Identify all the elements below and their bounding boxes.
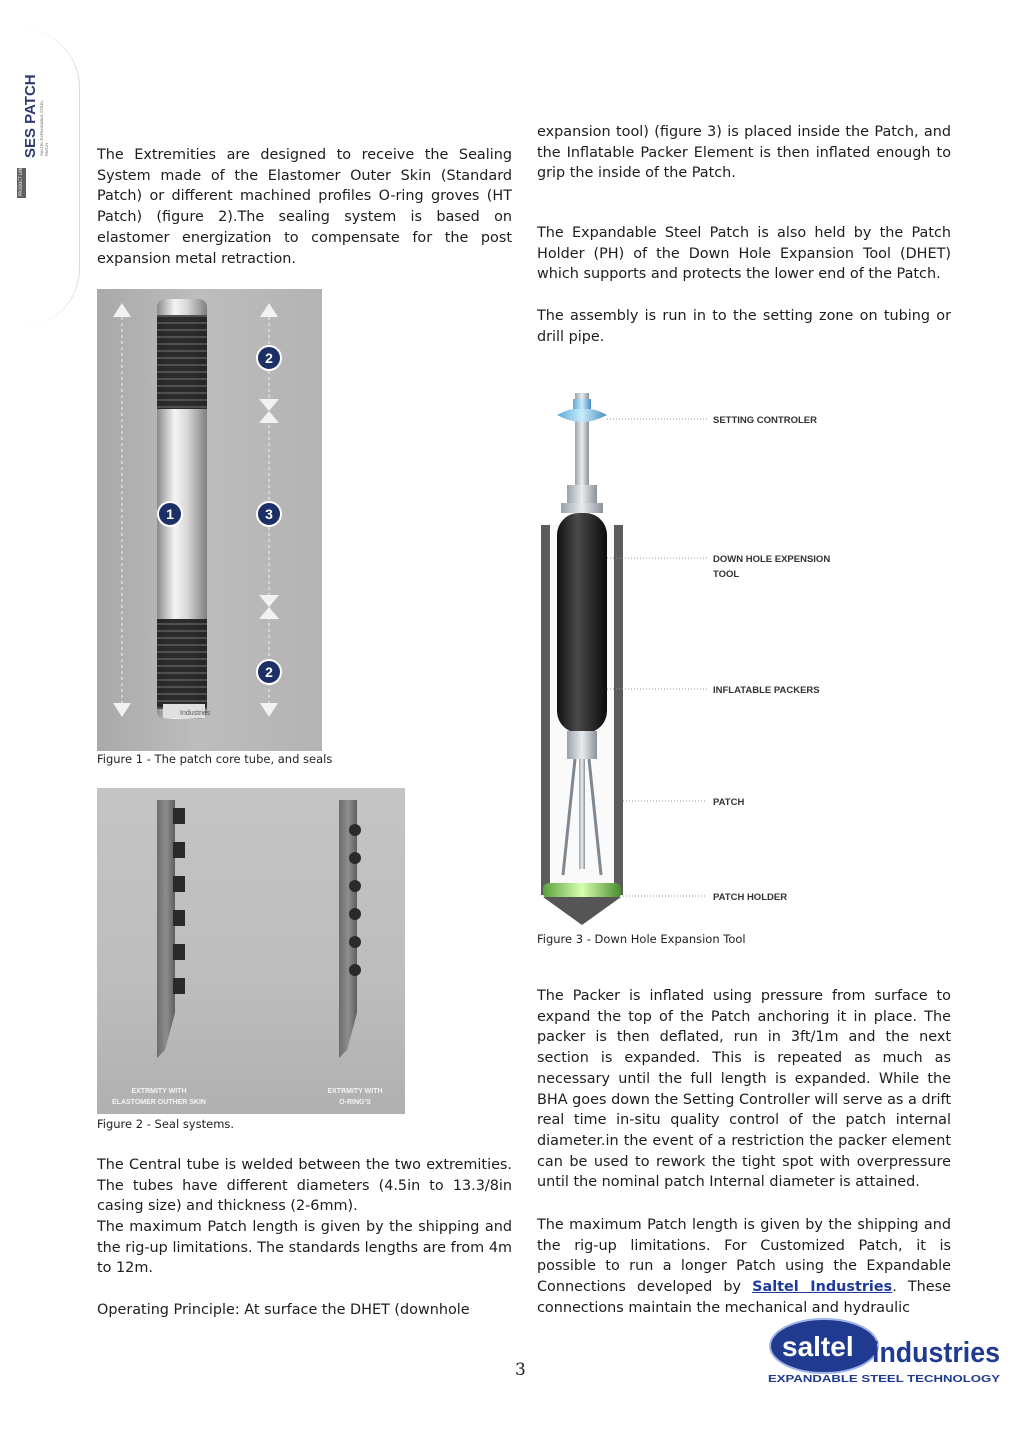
side-tab-badge: [17, 168, 26, 198]
side-tab-badge-text: PRODUCT LINE: [18, 166, 23, 196]
figure-3-drawing: [537, 385, 837, 927]
left-paragraph-operating-principle: Operating Principle: At surface the DHET (downhole: [97, 1302, 470, 1318]
saltel-industries-logo: [766, 1318, 1006, 1396]
figure-2-oring-extremity: [339, 800, 361, 1058]
figure-2-label-right-2: O-RING'S: [339, 1099, 371, 1106]
right-paragraph-packer-inflation: The Packer is inflated using pressure from surface to expand the top of the Patch anchoring it in place. The packer is then deflated, run in 3ft/1m and the next section is expanded. This is repeated as much as necessary until the full length is expanded. While the BHA goes down the Setting Controller will serve as a drift real time in-situ quality control of the patch internal diameter.in the event of a restriction the packer element can be used to rework the tight spot with overpressure until the nominal patch Internal diameter is attained.: [537, 988, 951, 1191]
figure-1-label-1: 1: [166, 506, 174, 522]
side-tab-subtitle-1: SALTEL EXPANDABLE STEEL: [39, 100, 44, 156]
figure-2-seal-systems: [97, 788, 405, 1114]
left-paragraph-max-length: The maximum Patch length is given by the shipping and the rig-up limitations. The standards lengths are from 4m to 12m.: [97, 1219, 512, 1277]
figure-3-label-patch: PATCH: [713, 797, 745, 808]
left-paragraph-central-tube: The Central tube is welded between the two extremities. The tubes have different diameters (4.5in to 13.3/8in casing size) and thickness (2-6mm).: [97, 1157, 512, 1215]
right-paragraph-expansion-tool: expansion tool) (figure 3) is placed inside the Patch, and the Inflatable Packer Element is then inflated enough to grip the inside of the Patch.: [537, 124, 951, 182]
side-tab-title: SES PATCH: [22, 74, 39, 158]
figure-1-badge-2-bottom: [257, 660, 281, 684]
figure-3-setting-controller: [557, 393, 607, 493]
logo-tagline: EXPANDABLE STEEL TECHNOLOGY: [768, 1373, 1000, 1385]
figure-3-label-inflatable-packers: INFLATABLE PACKERS: [713, 685, 820, 696]
figure-1-caption: Figure 1 - The patch core tube, and seals: [97, 752, 333, 766]
figure-1-drawing: [97, 289, 322, 751]
figure-3-label-dhet-2: TOOL: [713, 569, 740, 580]
figure-3-down-hole-expansion-tool: [537, 385, 837, 927]
logo-word-industries: industries: [872, 1337, 1000, 1369]
right-paragraph-patch-holder: The Expandable Steel Patch is also held by the Patch Holder (PH) of the Down Hole Expansion Tool (DHET) which supports and protects the lower end of the Patch.: [537, 225, 951, 283]
figure-1-label-3: 3: [265, 506, 273, 522]
figure-2-drawing: [97, 788, 405, 1114]
saltel-industries-link[interactable]: Saltel Industries: [752, 1279, 893, 1296]
customized-patch-text-end: . These connections maintain the mechanical and hydraulic: [537, 1279, 951, 1316]
figure-3-label-patch-holder: PATCH HOLDER: [713, 892, 788, 903]
side-tab-subtitle: [39, 100, 49, 156]
figure-1-tube-mark: Industries: [180, 710, 211, 717]
figure-3-label-setting-controller: SETTING CONTROLER: [713, 415, 817, 426]
figure-1-label-2-top: 2: [265, 350, 273, 366]
left-paragraph-extremities: The Extremities are designed to receive the Sealing System made of the Elastomer Outer Skin (Standard Patch) or different machined profiles O-ring groves (HT Patch) (figure 2).The sealing system is based on elastomer energization to compensate for the post expansion metal retraction.: [97, 147, 512, 267]
right-paragraph-assembly-run: The assembly is run in to the setting zone on tubing or drill pipe.: [537, 308, 951, 345]
figure-2-label-left-2: ELASTOMER OUTHER SKIN: [112, 1099, 206, 1106]
figure-2-caption: Figure 2 - Seal systems.: [97, 1117, 235, 1131]
figure-3-caption: Figure 3 - Down Hole Expansion Tool: [537, 932, 746, 946]
logo-graphic: [766, 1318, 1006, 1396]
page-number: 3: [515, 1360, 526, 1380]
side-tab: [14, 38, 49, 196]
figure-3-patch-holder: [543, 883, 621, 925]
side-tab-subtitle-2: PATCH: [44, 143, 49, 156]
customized-patch-text-start: The maximum Patch length is given by the shipping and the rig-up limitations. For Customized Patch, it is possible to run a longer Patch using the Expandable Connections developed by: [537, 1217, 951, 1296]
figure-1-badge-1: [158, 502, 182, 526]
figure-1-badge-2-top: [257, 346, 281, 370]
figure-2-label-left-1: EXTRMITY WITH: [131, 1088, 187, 1095]
logo-word-saltel: saltel: [782, 1331, 854, 1362]
figure-1-patch-core-tube: [97, 289, 322, 751]
side-tab-curve: [0, 28, 80, 328]
figure-1-badge-3: [257, 502, 281, 526]
figure-1-label-2-bottom: 2: [265, 664, 273, 680]
figure-1-length-arrow: [113, 303, 131, 717]
figure-3-label-dhet-1: DOWN HOLE EXPENSION: [713, 554, 831, 565]
right-paragraph-customized-patch: [537, 1215, 951, 1319]
figure-2-elastomer-extremity: [157, 800, 185, 1058]
figure-2-label-right-1: EXTRMITY WITH: [327, 1088, 383, 1095]
